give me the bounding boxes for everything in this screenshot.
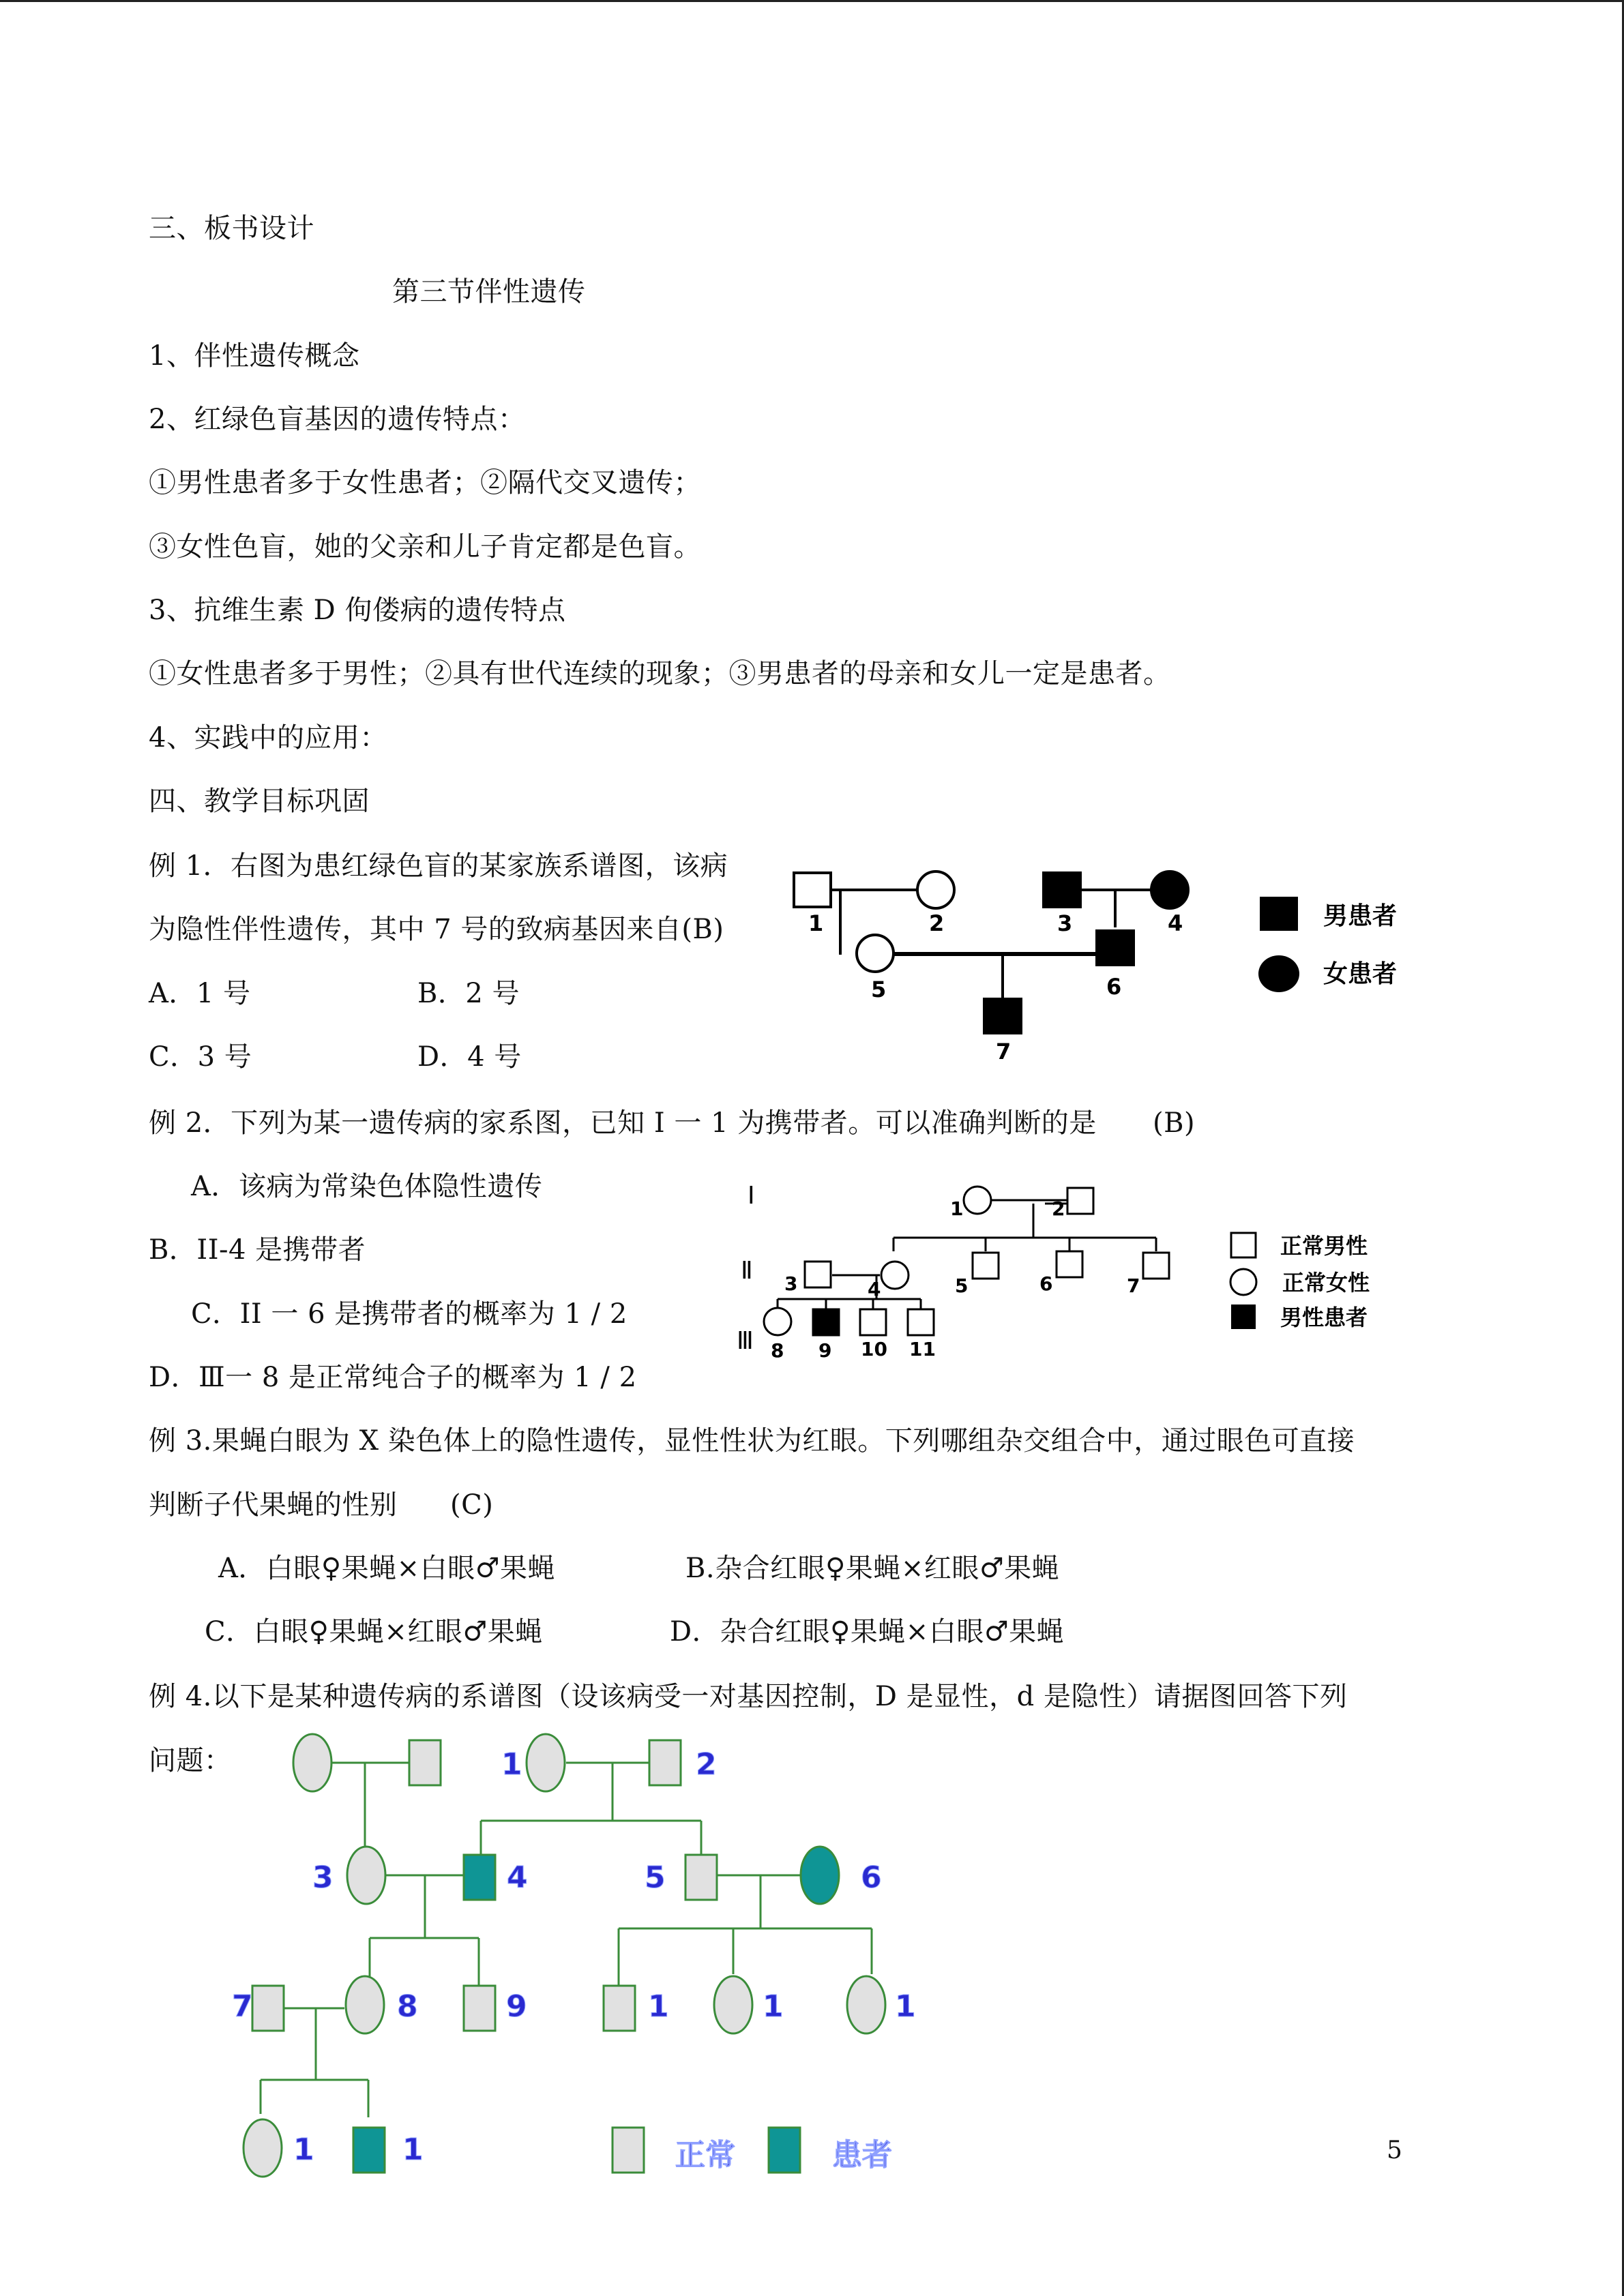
- ex4-individual-6: [801, 1847, 839, 1904]
- ex4-individual-13: [243, 2119, 282, 2177]
- ex2-individual-2: [1067, 1188, 1093, 1214]
- ex2-label-2: 2: [1052, 1197, 1065, 1220]
- ex1-option-b: B．2 号: [417, 978, 520, 1009]
- ex2-individual-10: [860, 1309, 886, 1335]
- section-heading-4: 四、教学目标巩固: [149, 786, 370, 817]
- ex2-individual-7: [1143, 1253, 1169, 1279]
- ex1-individual-1: [794, 873, 831, 907]
- ex4-individual-1: [527, 1734, 565, 1791]
- ex3-question-line1: 例 3.果蝇白眼为 X 染色体上的隐性遗传，显性性状为红眼。下列哪组杂交组合中，通过眼色可直接: [149, 1425, 1355, 1457]
- ex4-individual-I-left-female: [293, 1734, 331, 1791]
- ex4-legend-patient-icon: [769, 2128, 800, 2173]
- ex1-label-4: 4: [1168, 910, 1183, 936]
- ex1-label-2: 2: [929, 910, 945, 936]
- ex1-individual-3: [1044, 873, 1080, 907]
- point-2b: ③女性色盲，她的父亲和儿子肯定都是色盲。: [149, 531, 701, 563]
- ex1-legend-female-label: 女患者: [1323, 960, 1398, 988]
- ex2-label-11: 11: [909, 1338, 936, 1360]
- ex2-label-4: 4: [868, 1278, 881, 1300]
- ex2-legend-normal-female-icon: [1230, 1269, 1256, 1295]
- ex4-legend-normal-icon: [612, 2128, 644, 2173]
- ex1-option-d: D．4 号: [417, 1041, 522, 1073]
- ex2-pedigree: [737, 1173, 1391, 1377]
- ex2-individual-11: [908, 1309, 934, 1335]
- ex1-pedigree: [778, 852, 1446, 1071]
- ex4-legend-normal-label: 正常: [675, 2138, 735, 2173]
- ex4-individual-5: [685, 1855, 717, 1900]
- ex4-question-line2: 问题：: [149, 1745, 232, 1776]
- ex2-label-7: 7: [1127, 1274, 1140, 1297]
- ex2-option-c: C．II 一 6 是携带者的概率为 1 / 2: [191, 1298, 628, 1330]
- ex4-individual-I-left-male: [409, 1740, 441, 1785]
- ex1-individual-2: [917, 871, 954, 908]
- ex2-generation-I: I: [748, 1182, 755, 1210]
- point-2a: ①男性患者多于女性患者；②隔代交叉遗传；: [149, 467, 701, 498]
- page-border-top: [0, 0, 1624, 2]
- ex1-legend-male-affected-icon: [1260, 897, 1298, 931]
- ex3-answer: (C): [450, 1489, 494, 1521]
- ex1-individual-4: [1151, 871, 1188, 908]
- ex2-legend-normal-male-icon: [1231, 1233, 1256, 1257]
- ex1-option-a: A．1 号: [149, 978, 251, 1009]
- ex2-individual-9: [813, 1309, 839, 1335]
- ex4-individual-11: [714, 1976, 752, 2033]
- point-2: 2、红绿色盲基因的遗传特点：: [149, 404, 526, 435]
- ex4-individual-9: [464, 1986, 495, 2031]
- ex1-individual-7: [984, 999, 1021, 1033]
- ex2-individual-8: [764, 1308, 791, 1335]
- ex1-option-c: C．3 号: [149, 1041, 252, 1073]
- ex2-answer: (B): [1153, 1107, 1196, 1139]
- point-1: 1、伴性遗传概念: [149, 340, 360, 372]
- ex2-generation-III: Ⅲ: [737, 1327, 754, 1355]
- ex4-label-5: 5: [645, 1860, 666, 1895]
- ex2-label-1: 1: [950, 1197, 964, 1220]
- ex2-individual-4: [881, 1262, 909, 1289]
- ex2-legend-normal-male-label: 正常男性: [1280, 1233, 1368, 1259]
- ex4-label-3: 3: [312, 1860, 334, 1895]
- ex4-label-12: 1: [895, 1989, 916, 2024]
- ex4-label-4: 4: [507, 1860, 528, 1895]
- ex1-question-line1: 例 1．右图为患红绿色盲的某家族系谱图，该病: [149, 850, 728, 882]
- ex2-question: 例 2．下列为某一遗传病的家系图，已知 I 一 1 为携带者。可以准确判断的是: [149, 1107, 1097, 1139]
- ex1-label-5: 5: [871, 976, 887, 1002]
- ex3-question-line2: 判断子代果蝇的性别: [149, 1489, 398, 1521]
- ex2-legend-affected-male-label: 男性患者: [1280, 1304, 1368, 1330]
- ex4-individual-10: [604, 1986, 635, 2031]
- ex4-label-11: 1: [763, 1989, 784, 2024]
- ex1-individual-6: [1097, 931, 1134, 965]
- ex4-label-7: 7: [232, 1989, 253, 2024]
- ex2-individual-6: [1057, 1251, 1082, 1277]
- lesson-title: 第三节伴性遗传: [392, 276, 586, 308]
- ex4-individual-12: [847, 1976, 885, 2033]
- ex4-individual-4: [464, 1855, 495, 1900]
- ex2-label-8: 8: [771, 1339, 784, 1362]
- ex4-legend-patient-label: 患者: [832, 2138, 892, 2173]
- ex1-individual-5: [857, 935, 894, 972]
- ex3-option-b: B.杂合红眼♀果蝇×红眼♂果蝇: [685, 1553, 1060, 1584]
- ex4-label-13: 1: [293, 2132, 314, 2167]
- ex2-label-10: 10: [861, 1338, 887, 1360]
- ex1-legend-female-affected-icon: [1258, 955, 1299, 992]
- point-3a: ①女性患者多于男性；②具有世代连续的现象；③男患者的母亲和女儿一定是患者。: [149, 658, 1171, 689]
- ex1-question-line2: 为隐性伴性遗传，其中 7 号的致病基因来自(B): [149, 914, 724, 945]
- ex1-label-6: 6: [1106, 974, 1122, 1000]
- ex4-label-6: 6: [861, 1860, 882, 1895]
- ex3-option-a: A．白眼♀果蝇×白眼♂果蝇: [218, 1553, 555, 1584]
- ex2-generation-II: Ⅱ: [741, 1257, 753, 1285]
- page-number: 5: [1387, 2136, 1402, 2164]
- point-3: 3、抗维生素 D 佝偻病的遗传特点: [149, 595, 566, 626]
- ex2-legend-affected-male-icon: [1231, 1304, 1256, 1329]
- ex4-label-9: 9: [506, 1989, 527, 2024]
- ex2-option-d: D．Ⅲ一 8 是正常纯合子的概率为 1 / 2: [149, 1362, 637, 1393]
- ex4-label-10: 1: [648, 1989, 669, 2024]
- ex4-question-line1: 例 4.以下是某种遗传病的系谱图（设该病受一对基因控制，D 是显性，d 是隐性）请据图回答下列: [149, 1681, 1348, 1712]
- ex1-legend-male-label: 男患者: [1323, 902, 1398, 930]
- ex4-label-2: 2: [696, 1747, 717, 1782]
- ex2-label-6: 6: [1039, 1272, 1053, 1295]
- ex2-individual-5: [973, 1253, 999, 1279]
- section-heading-3: 三、板书设计: [149, 213, 314, 244]
- ex2-individual-3: [805, 1262, 831, 1287]
- ex2-individual-1: [964, 1187, 991, 1214]
- ex3-option-c: C．白眼♀果蝇×红眼♂果蝇: [205, 1616, 543, 1648]
- ex4-individual-3: [347, 1847, 385, 1904]
- ex2-label-5: 5: [955, 1274, 969, 1297]
- ex1-label-1: 1: [808, 910, 824, 936]
- ex2-label-9: 9: [818, 1339, 832, 1362]
- ex3-option-d: D．杂合红眼♀果蝇×白眼♂果蝇: [670, 1616, 1065, 1648]
- ex4-individual-8: [346, 1976, 384, 2033]
- ex2-option-b: B．II-4 是携带者: [149, 1234, 366, 1266]
- ex2-label-3: 3: [784, 1272, 798, 1295]
- ex4-label-14: 1: [402, 2132, 424, 2167]
- ex4-pedigree: [232, 1725, 955, 2189]
- ex2-option-a: A．该病为常染色体隐性遗传: [191, 1171, 543, 1202]
- ex4-label-8: 8: [397, 1989, 418, 2024]
- ex4-individual-2: [649, 1740, 681, 1785]
- ex4-individual-14: [353, 2128, 385, 2173]
- ex4-label-1: 1: [501, 1747, 522, 1782]
- ex1-label-3: 3: [1057, 910, 1073, 936]
- point-4: 4、实践中的应用：: [149, 722, 387, 754]
- ex2-legend-normal-female-label: 正常女性: [1282, 1270, 1370, 1296]
- ex4-individual-7: [252, 1986, 284, 2031]
- ex1-label-7: 7: [996, 1039, 1012, 1064]
